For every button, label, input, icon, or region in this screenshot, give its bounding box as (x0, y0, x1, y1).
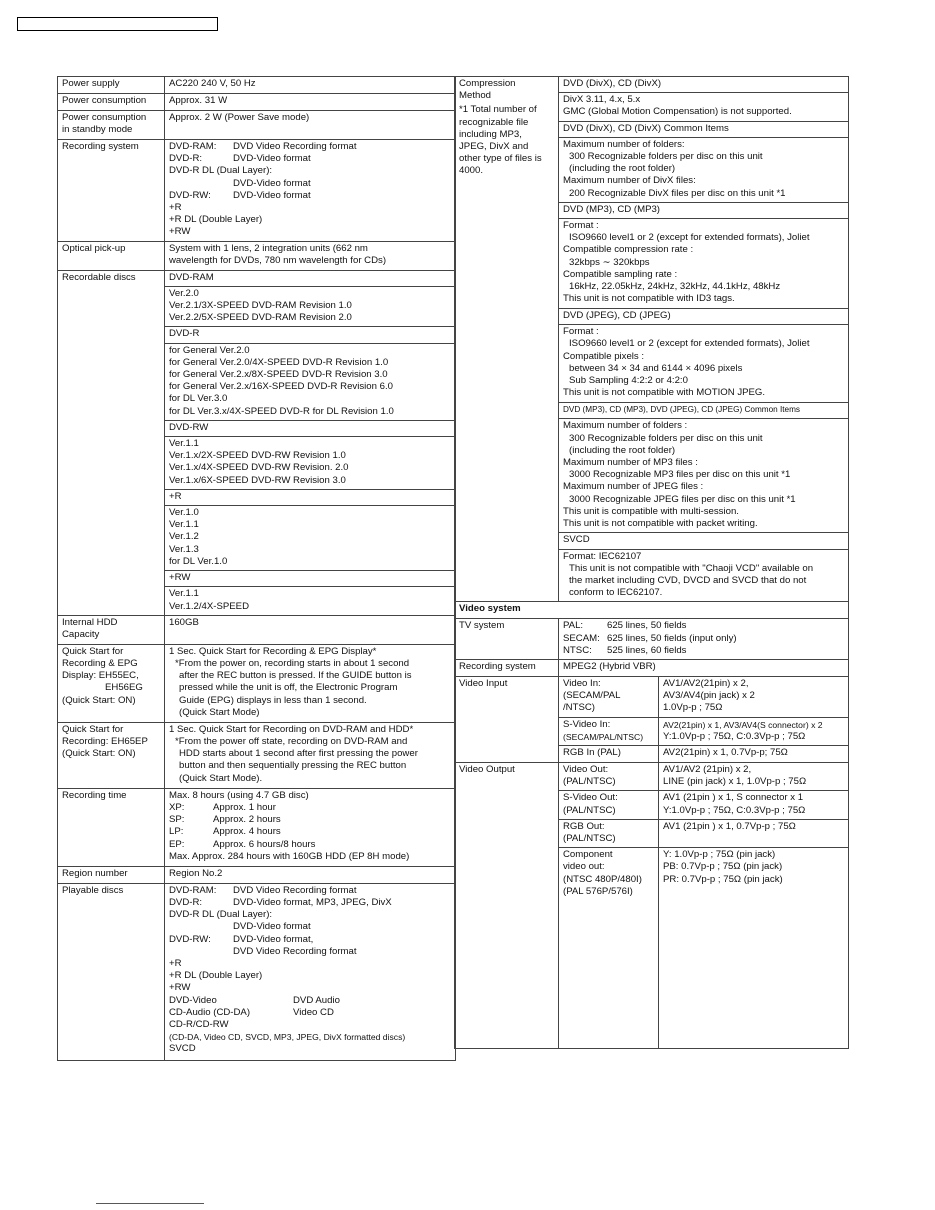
io-value: AV2(21pin) x 1, AV3/AV4(S connector) x 2 Y:1.0Vp-p ; 75Ω, C:0.3Vp-p ; 75Ω (659, 717, 849, 745)
compression-row: DVD (JPEG), CD (JPEG) (559, 309, 849, 325)
spec-label: Region number (58, 866, 165, 883)
compression-label: Compression Method *1 Total number of recognizable file including MP3, JPEG, DivX and other type of files is 4000. (455, 77, 559, 602)
spec-value: AC220 240 V, 50 Hz (165, 77, 456, 94)
io-value: AV1 (21pin ) x 1, S connector x 1 Y:1.0Vp-p ; 75Ω, C:0.3Vp-p ; 75Ω (659, 791, 849, 819)
table-row (455, 619, 849, 660)
compression-row: Maximum number of folders : 300 Recognizable folders per disc on this unit (including the root folder) Maximum number of MP3 files : 3000 Recognizable MP3 files per disc on this unit *1 Maximum number of JPEG files : 3000 Recognizable JPEG files per disc on this unit *1 This unit is compatible with multi-session. This unit is not compatible with packet writing. (559, 419, 849, 533)
io-key: Video Out: (PAL/NTSC) (559, 763, 659, 791)
io-key: S-Video Out: (PAL/NTSC) (559, 791, 659, 819)
spec-value: DVD-RAM: DVD Video Recording format DVD-R: DVD-Video format DVD-R DL (Dual Layer): DVD-Video format DVD-RW: DVD-Video format +R +R DL (Double Layer) +RW (165, 140, 456, 242)
io-key: RGB Out: (PAL/NTSC) (559, 819, 659, 847)
compression-row: DVD (MP3), CD (MP3), DVD (JPEG), CD (JPEG) Common Items (559, 403, 849, 419)
table-row (455, 763, 849, 791)
disc-group-lines: for General Ver.2.0 for General Ver.2.0/4X-SPEED DVD-R Revision 1.0 for General Ver.2.x/8X-SPEED DVD-R Revision 3.0 for General Ver.2.x/16X-SPEED DVD-R Revision 6.0 for DL Ver.3.0 for DL Ver.3.x/4X-SPEED DVD-R for DL Revision 1.0 (165, 343, 456, 420)
table-row (455, 676, 849, 717)
compression-row: DVD (MP3), CD (MP3) (559, 202, 849, 218)
spec-value: Approx. 31 W (165, 94, 456, 111)
spec-label: Power consumption in standby mode (58, 111, 165, 140)
disc-group-title: DVD-R (165, 327, 456, 343)
spec-label: TV system (455, 619, 559, 660)
header-box (17, 17, 218, 31)
spec-label: Optical pick-up (58, 241, 165, 270)
disc-group-lines: Ver.2.0 Ver.2.1/3X-SPEED DVD-RAM Revision 1.0 Ver.2.2/5X-SPEED DVD-RAM Revision 2.0 (165, 286, 456, 327)
spec-value: 1 Sec. Quick Start for Recording on DVD-RAM and HDD* *From the power off state, recording on DVD-RAM and HDD starts about 1 second after first pressing the power button and then sequentially pressing the REC button (Quick Start Mode). (165, 722, 456, 788)
table-row (455, 660, 849, 676)
table-row (58, 140, 456, 242)
compression-row: DivX 3.11, 4.x, 5.x GMC (Global Motion Compensation) is not supported. (559, 93, 849, 121)
section-heading: Video system (455, 602, 849, 619)
spec-value: DVD-RAM: DVD Video Recording format DVD-R: DVD-Video format, MP3, JPEG, DivX DVD-R DL (Dual Layer): DVD-Video format DVD-RW: DVD-Video format, DVD Video Recording format +R +R DL (Double Layer) +RW DVD-Video DVD Audio CD-Audio (CD-DA) Video CD CD-R/CD-RW (CD-DA, Video CD, SVCD, MP3, JPEG, DivX formatted discs) SVCD (165, 883, 456, 1060)
table-row (58, 883, 456, 1060)
spec-value: Region No.2 (165, 866, 456, 883)
disc-group-title: +R (165, 489, 456, 505)
table-row (58, 111, 456, 140)
table-row (58, 788, 456, 866)
table-row (58, 77, 456, 94)
io-key: Component video out: (NTSC 480P/480I) (PAL 576P/576I) (559, 848, 659, 1049)
footer-link-underline (96, 1203, 204, 1204)
spec-label: Power consumption (58, 94, 165, 111)
compression-row: Format: IEC62107 This unit is not compatible with "Chaoji VCD" available on the market including CVD, DVCD and SVCD that do not conform to IEC62107. (559, 549, 849, 602)
left-spec-table (57, 76, 456, 1061)
spec-value: 1 Sec. Quick Start for Recording & EPG Display* *From the power on, recording starts in about 1 second after the REC button is pressed. If the GUIDE button is pressed while the unit is off, the Electronic Program Guide (EPG) displays in less than 1 second. (Quick Start Mode) (165, 644, 456, 722)
spec-label: Recordable discs (58, 270, 165, 615)
spec-value: MPEG2 (Hybrid VBR) (559, 660, 849, 676)
io-value: Y: 1.0Vp-p ; 75Ω (pin jack) PB: 0.7Vp-p ; 75Ω (pin jack) PR: 0.7Vp-p ; 75Ω (pin jack) (659, 848, 849, 1049)
spec-label: Quick Start for Recording & EPG Display: EH55EC, EH56EG (Quick Start: ON) (58, 644, 165, 722)
disc-group-lines: Ver.1.0 Ver.1.1 Ver.1.2 Ver.1.3 for DL Ver.1.0 (165, 506, 456, 571)
disc-group-lines: Ver.1.1 Ver.1.2/4X-SPEED (165, 587, 456, 615)
spec-label: Recording time (58, 788, 165, 866)
compression-row: DVD (DivX), CD (DivX) (559, 77, 849, 93)
disc-group-lines: Ver.1.1 Ver.1.x/2X-SPEED DVD-RW Revision 1.0 Ver.1.x/4X-SPEED DVD-RW Revision. 2.0 Ver.1.x/6X-SPEED DVD-RW Revision 3.0 (165, 437, 456, 490)
io-value: AV2(21pin) x 1, 0.7Vp-p; 75Ω (659, 746, 849, 763)
spec-label: Video Output (455, 763, 559, 1049)
table-row (58, 722, 456, 788)
compression-row: Format : ISO9660 level1 or 2 (except for extended formats), Joliet Compatible pixels : between 34 × 34 and 6144 × 4096 pixels Sub Sampling 4:2:2 or 4:2:0 This unit is not compatible with MOTION JPEG. (559, 325, 849, 403)
compression-row: Maximum number of folders: 300 Recognizable folders per disc on this unit (including the root folder) Maximum number of DivX files: 200 Recognizable DivX files per disc on this unit *1 (559, 137, 849, 202)
io-key: Video In: (SECAM/PAL /NTSC) (559, 676, 659, 717)
io-value: AV1/AV2(21pin) x 2, AV3/AV4(pin jack) x 2 1.0Vp-p ; 75Ω (659, 676, 849, 717)
spec-label: Recording system (58, 140, 165, 242)
spec-value: PAL: 625 lines, 50 fields SECAM: 625 lines, 50 fields (input only) NTSC: 525 lines, 60 fields (559, 619, 849, 660)
table-row (58, 615, 456, 644)
table-row (58, 270, 456, 286)
table-row (455, 602, 849, 619)
compression-row: SVCD (559, 533, 849, 549)
spec-label: Power supply (58, 77, 165, 94)
spec-label: Recording system (455, 660, 559, 676)
table-row (58, 644, 456, 722)
spec-value: 160GB (165, 615, 456, 644)
compression-row: DVD (DivX), CD (DivX) Common Items (559, 121, 849, 137)
table-row (58, 866, 456, 883)
io-key: S-Video In: (SECAM/PAL/NTSC) (559, 717, 659, 745)
right-spec-table (454, 76, 849, 1049)
compression-row: Format : ISO9660 level1 or 2 (except for extended formats), Joliet Compatible compression rate : 32kbps ∼ 320kbps Compatible sampling rate : 16kHz, 22.05kHz, 24kHz, 32kHz, 44.1kHz, 48kHz This unit is not compatible with ID3 tags. (559, 219, 849, 309)
table-row (455, 77, 849, 93)
io-value: AV1 (21pin ) x 1, 0.7Vp-p ; 75Ω (659, 819, 849, 847)
spec-value: Max. 8 hours (using 4.7 GB disc) XP: Approx. 1 hour SP: Approx. 2 hours LP: Approx. 4 hours EP: Approx. 6 hours/8 hours Max. Approx. 284 hours with 160GB HDD (EP 8H mode) (165, 788, 456, 866)
disc-group-title: +RW (165, 571, 456, 587)
spec-label: Internal HDD Capacity (58, 615, 165, 644)
table-row (58, 241, 456, 270)
table-row (58, 94, 456, 111)
spec-label: Quick Start for Recording: EH65EP (Quick Start: ON) (58, 722, 165, 788)
spec-label: Video Input (455, 676, 559, 762)
io-key: RGB In (PAL) (559, 746, 659, 763)
spec-value: Approx. 2 W (Power Save mode) (165, 111, 456, 140)
spec-value: System with 1 lens, 2 integration units (662 nm wavelength for DVDs, 780 nm wavelength for CDs) (165, 241, 456, 270)
disc-group-title: DVD-RAM (165, 270, 456, 286)
io-value: AV1/AV2 (21pin) x 2, LINE (pin jack) x 1, 1.0Vp-p ; 75Ω (659, 763, 849, 791)
spec-label: Playable discs (58, 883, 165, 1060)
disc-group-title: DVD-RW (165, 420, 456, 436)
